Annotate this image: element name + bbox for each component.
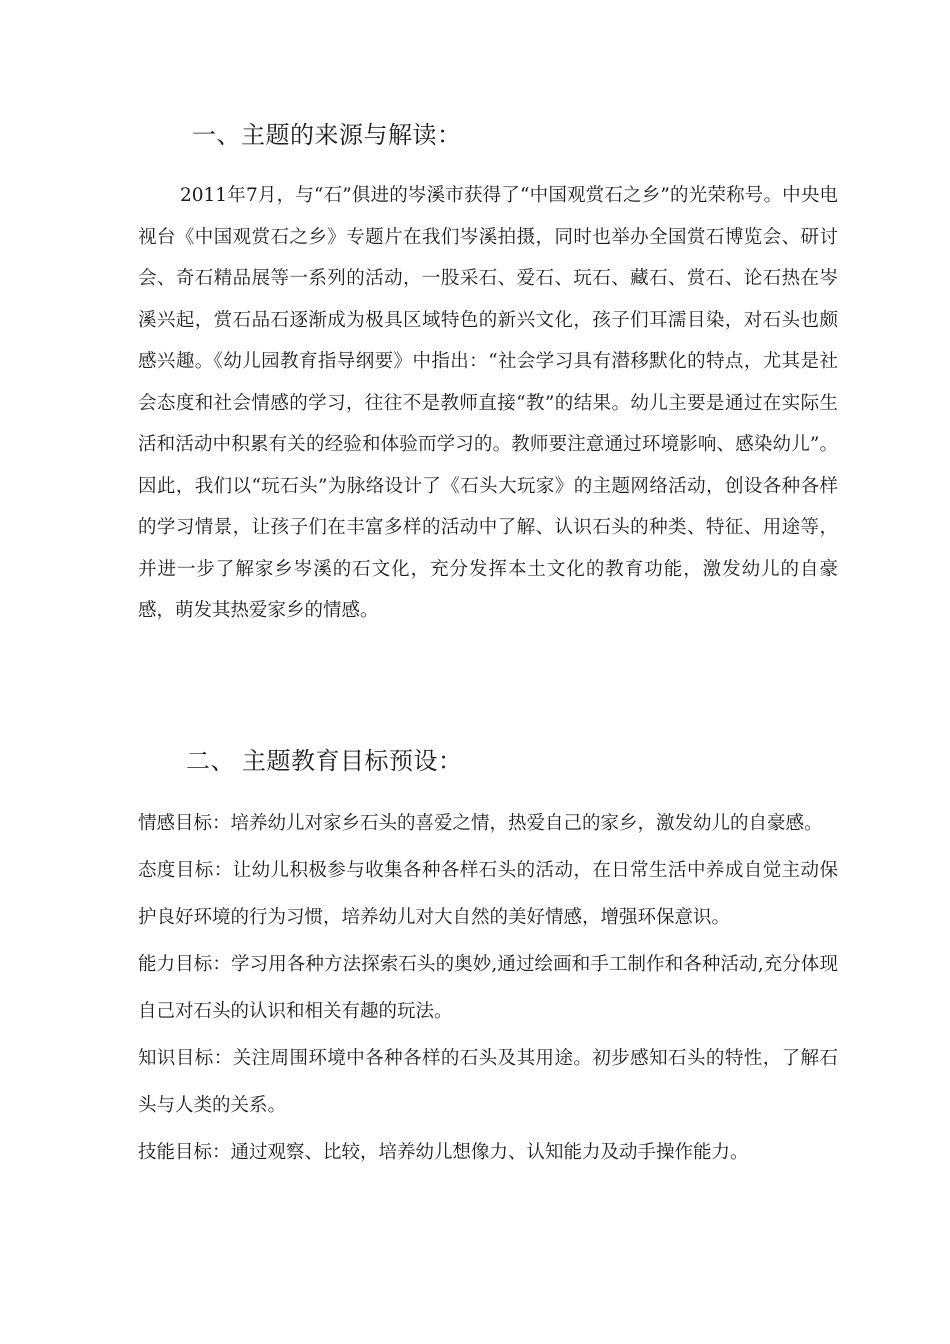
- goal-emotion: 情感目标：培养幼儿对家乡石头的喜爱之情，热爱自己的家乡，激发幼儿的自豪感。: [138, 813, 823, 834]
- goal-ability: 能力目标：学习用各种方法探索石头的奥妙,通过绘画和手工制作和各种活动,充分体现自己对石头的认识和相关有趣的玩法。: [138, 954, 838, 1022]
- goal-knowledge: 知识目标：关注周围环境中各种各样的石头及其用途。初步感知石头的特性，了解石头与人类的关系。: [138, 1048, 838, 1116]
- section-1-heading: 一、主题的来源与解读：: [192, 121, 462, 149]
- goal-skill: 技能目标：通过观察、比较，培养幼儿想像力、认知能力及动手操作能力。: [138, 1142, 749, 1163]
- section-1-paragraph: 2011年7月，与“石”俱进的岑溪市获得了“中国观赏石之乡”的光荣称号。中央电视台《中国观赏石之乡》专题片在我们岑溪拍摄，同时也举办全国赏石博览会、研讨会、奇石精品展等一系列的活动，一股采石、爱石、玩石、藏石、赏石、论石热在岑溪兴起，赏石品石逐渐成为极具区域特色的新兴文化，孩子们耳濡目染，对石头也颇感兴趣。《幼儿园教育指导纲要》中指出：“社会学习具有潜移默化的特点，尤其是社会态度和社会情感的学习，往往不是教师直接“教”的结果。幼儿主要是通过在实际生活和活动中积累有关的经验和体验而学习的。教师要注意通过环境影响、感染幼儿”。因此，我们以“玩石头”为脉络设计了《石头大玩家》的主题网络活动，创设各种各样的学习情景，让孩子们在丰富多样的活动中了解、认识石头的种类、特征、用途等，并进一步了解家乡岑溪的石文化，充分发挥本土文化的教育功能，激发幼儿的自豪感，萌发其热爱家乡的情感。: [138, 185, 838, 621]
- section-2-heading-text: 主题教育目标预设：: [242, 747, 463, 775]
- section-2-heading-number: 二、: [186, 747, 235, 775]
- goal-attitude: 态度目标：让幼儿积极参与收集各种各样石头的活动，在日常生活中养成自觉主动保护良好环境的行为习惯，培养幼儿对大自然的美好情感，增强环保意识。: [138, 860, 838, 928]
- section-2-heading: [186, 745, 463, 777]
